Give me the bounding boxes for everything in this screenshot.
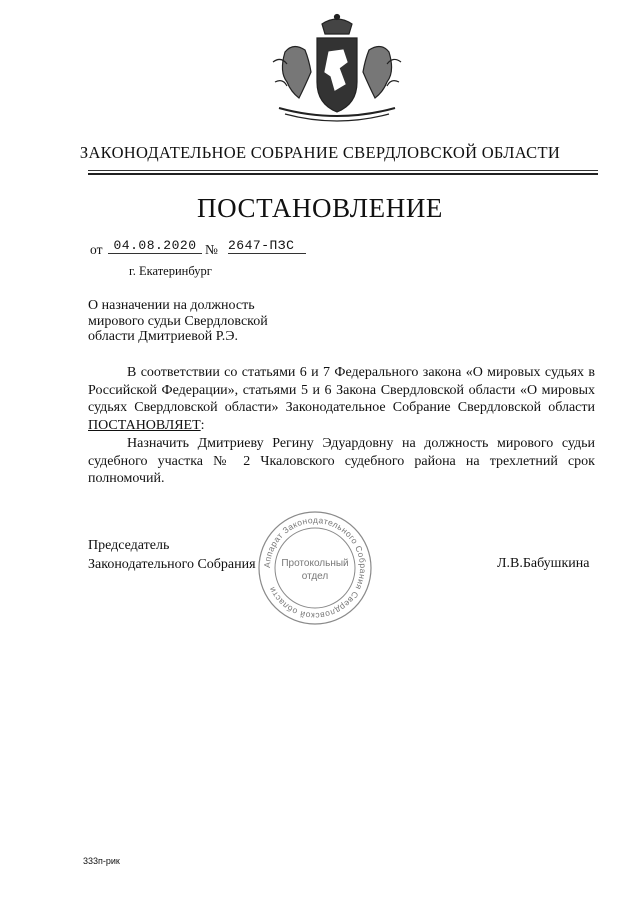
date-label: от: [90, 242, 103, 257]
paragraph-1-text: В соответствии со статьями 6 и 7 Федерального закона «О мировых судьях в Российской Федерации», статьями 5 и 6 Закона Свердловской области «О мировых судьях Свердловской области» Законодательное Собрание Свердловской области: [88, 365, 595, 415]
number-value: 2647-ПЗС: [228, 238, 306, 254]
resolution-keyword: ПОСТАНОВЛЯЕТ: [88, 417, 201, 433]
body-paragraph-2: Назначить Дмитриеву Регину Эдуардовну на должность мирового судьи судебного участка № 2 Чкаловского судебного района на трехлетний срок полномочий.: [88, 436, 595, 486]
stamp-inner-line-2: отдел: [301, 571, 329, 582]
signer-title: Председатель Законодательного Собрания: [88, 538, 256, 572]
header-divider: [88, 170, 598, 171]
document-subject: О назначении на должность мирового судьи Свердловской области Дмитриевой Р.Э.: [88, 298, 268, 344]
number-label: №: [205, 242, 218, 257]
coat-of-arms-icon: [265, 12, 409, 122]
stamp-inner-text: Протокольный отдел: [315, 508, 324, 509]
document-type-title: ПОСТАНОВЛЕНИЕ: [196, 193, 444, 223]
signer-name: Л.В.Бабушкина: [497, 556, 590, 571]
footer-code: 333п-рик: [83, 856, 120, 866]
header-divider-bold: [88, 173, 598, 175]
stamp-ring-text: Аппарат Законодательного Собрания Свердловской области: [261, 514, 369, 622]
round-seal-icon: [255, 508, 375, 628]
date-value: 04.08.2020: [108, 238, 202, 254]
stamp-inner-line-1: Протокольный: [281, 558, 349, 569]
organization-name: ЗАКОНОДАТЕЛЬНОЕ СОБРАНИЕ СВЕРДЛОВСКОЙ ОБЛАСТИ: [79, 143, 561, 162]
body-paragraph-1: [88, 364, 595, 434]
city-label: г. Екатеринбург: [129, 264, 212, 278]
paragraph-1-end: :: [200, 417, 205, 433]
